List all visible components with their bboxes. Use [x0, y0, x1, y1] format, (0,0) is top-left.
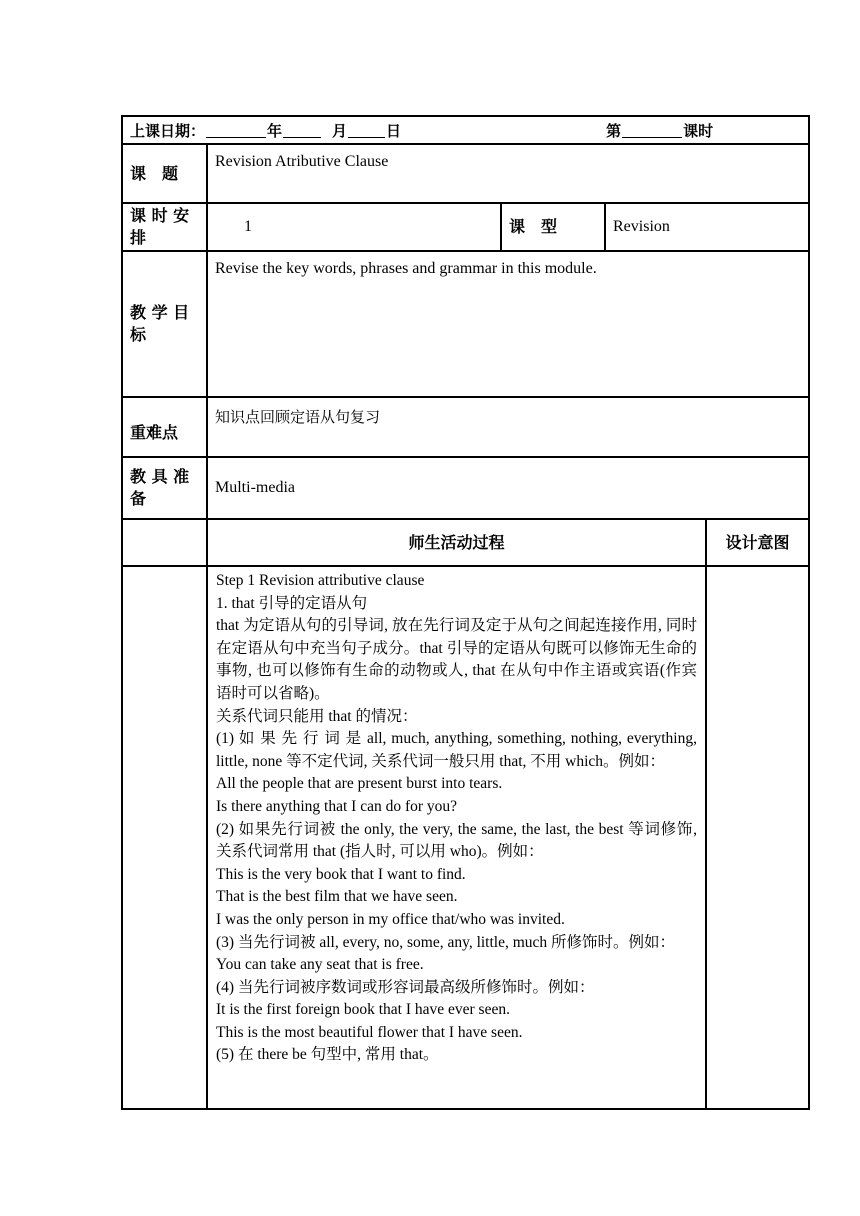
process-line: All the people that are present burst into tears. — [216, 775, 503, 793]
process-line: I was the only person in my office that/who was invited. — [216, 910, 565, 928]
day-blank — [348, 122, 385, 138]
lesson-plan-table — [121, 115, 810, 1110]
goal-value: Revise the key words, phrases and grammar in this module. — [207, 251, 809, 397]
tools-row — [122, 457, 809, 519]
keypoint-row — [122, 397, 809, 457]
process-line: You can take any seat that is free. — [216, 956, 424, 974]
type-label: 课 型 — [501, 203, 605, 251]
process-left-empty — [122, 566, 207, 1109]
process-header-row — [122, 519, 809, 566]
keypoint-label: 重难点 — [122, 397, 207, 457]
month-label: 月 — [332, 121, 348, 140]
process-content — [207, 566, 706, 1109]
process-line: (2) 如果先行词被 the only, the very, the same, the last, the best 等词修饰, 关系代词常用 that (指人时, 可以用 who)。例如： — [216, 820, 697, 861]
period-blank — [622, 122, 682, 138]
intent-content — [706, 566, 809, 1109]
intent-header: 设计意图 — [706, 519, 809, 566]
keypoint-value: 知识点回顾定语从句复习 — [207, 397, 809, 457]
process-line: This is the very book that I want to find. — [216, 865, 466, 883]
header-cell — [122, 116, 809, 144]
process-line: It is the first foreign book that I have ever seen. — [216, 1001, 510, 1019]
tools-value: Multi-media — [207, 457, 809, 519]
goal-label: 教 学 目 标 — [122, 251, 207, 397]
topic-row — [122, 144, 809, 203]
period-prefix: 第 — [606, 121, 622, 140]
process-line: Step 1 Revision attributive clause — [216, 572, 425, 589]
date-label: 上课日期： — [130, 121, 206, 140]
process-line: That is the best film that we have seen. — [216, 888, 458, 906]
process-line: (4) 当先行词被序数词或形容词最高级所修饰时。例如： — [216, 978, 595, 996]
process-line: (1) 如 果 先 行 词 是 all, much, anything, something, nothing, everything, little, none 等不定代词, 关系代词一般只用 that, 不用 which。例如： — [216, 730, 697, 770]
process-header-empty — [122, 519, 207, 566]
topic-value: Revision Atributive Clause — [207, 144, 809, 203]
arrangement-row — [122, 203, 809, 251]
header-row — [122, 116, 809, 144]
process-line: Is there anything that I can do for you? — [216, 797, 458, 815]
process-lines — [216, 570, 697, 1067]
process-line: This is the most beautiful flower that I have seen. — [216, 1023, 523, 1041]
process-header: 师生活动过程 — [207, 519, 706, 566]
month-blank — [283, 122, 321, 138]
process-line: 1. that 引导的定语从句 — [216, 594, 368, 612]
year-blank — [206, 122, 266, 138]
arrangement-value: 1 — [207, 203, 501, 251]
year-label: 年 — [267, 121, 283, 140]
goal-row — [122, 251, 809, 397]
arrangement-label: 课 时 安 排 — [122, 203, 207, 251]
process-line: that 为定语从句的引导词, 放在先行词及定于从句之间起连接作用, 同时在定语从句中充当句子成分。that 引导的定语从句既可以修饰无生命的事物, 也可以修饰有生命的动物或人, that 在从句中作主语或宾语(作宾语时可以省略)。 — [216, 617, 697, 702]
process-line: 关系代词只能用 that 的情况： — [216, 707, 418, 725]
day-label: 日 — [386, 121, 402, 140]
type-value: Revision — [605, 203, 809, 251]
topic-label: 课 题 — [122, 144, 207, 203]
period-suffix: 课时 — [683, 121, 714, 140]
tools-label: 教 具 准 备 — [122, 457, 207, 519]
process-line: (5) 在 there be 句型中, 常用 that。 — [216, 1046, 439, 1064]
process-line: (3) 当先行词被 all, every, no, some, any, little, much 所修饰时。例如： — [216, 933, 676, 951]
process-row — [122, 566, 809, 1109]
